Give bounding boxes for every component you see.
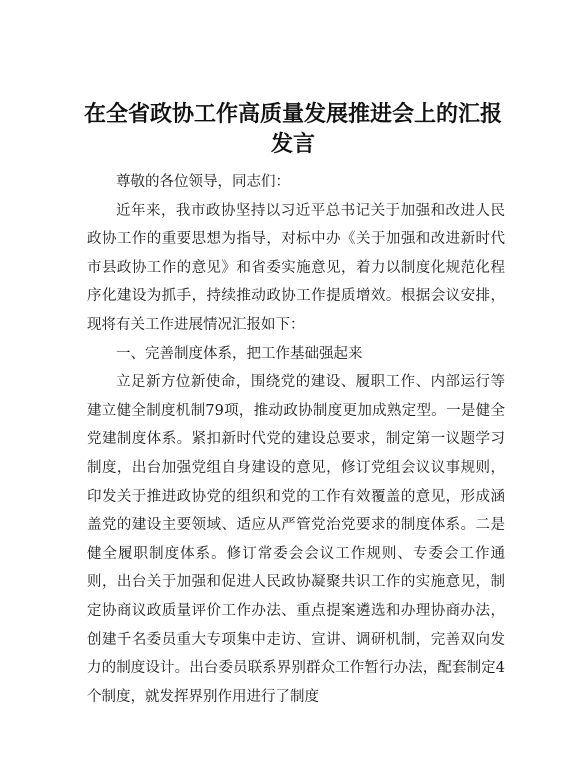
intro-paragraph: 近年来，我市政协坚持以习近平总书记关于加强和改进人民政协工作的重要思想为指导，对标中办《关于加强和改进新时代市县政协工作的意见》和省委实施意见，着力以制度化规范化程序化建设为抓手，持续推动政协工作提质增效。根据会议安排，现将有关工作进展情况汇报如下：	[87, 202, 505, 333]
section-heading-1: 一、完善制度体系，把工作基础强起来	[116, 345, 363, 362]
salutation: 尊敬的各位领导，同志们：	[116, 174, 290, 190]
section-1-paragraph: 立足新方位新使命，围绕党的建设、履职工作、内部运行等建立健全制度机制79项，推动政协制度更加成熟定型。一是健全党建制度体系。紧扣新时代党的建设总要求，制定第一议题学习制度，出台加强党组自身建设的意见，修订党组会议议事规则，印发关于推进政协党的组织和党的工作有效覆盖的意见，形成涵盖党的建设主要领域、适应从严管党治党要求的制度体系。二是健全履职制度体系。修订常委会会议工作规则、专委会工作通则，出台关于加强和促进人民政协凝聚共识工作的实施意见，制定协商议政质量评价工作办法、重点提案遴选和办理协商办法，创建千名委员重大专项集中走访、宣讲、调研机制，完善双向发力的制度设计。出台委员联系界别群众工作暂行办法，配套制定4个制度，就发挥界别作用进行了制度	[87, 374, 505, 705]
document-title: 在全省政协工作高质量发展推进会上的汇报发言	[83, 102, 502, 157]
document-body	[87, 168, 505, 711]
